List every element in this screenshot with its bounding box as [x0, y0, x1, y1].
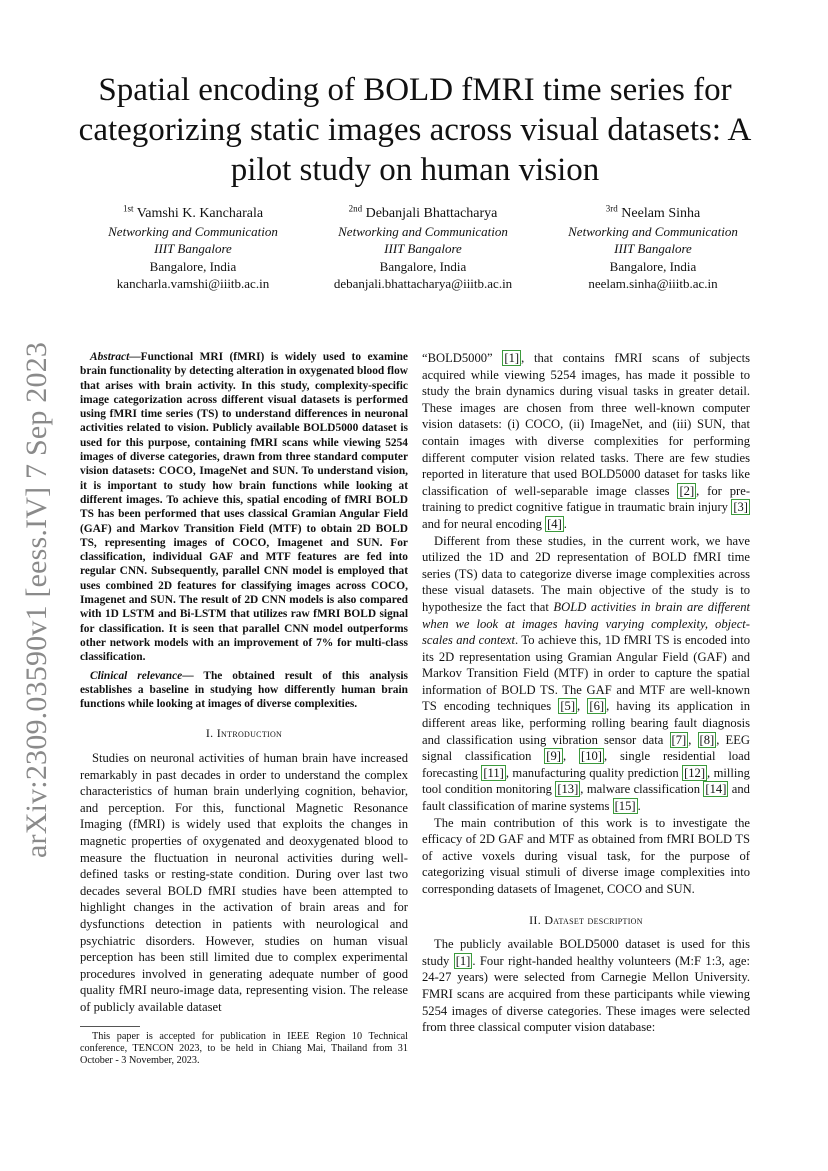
text-run: , having its application in different areas like, performing rolling bearing fault diagnosis and classification using vibration sensor data — [422, 699, 750, 747]
clinical-label: Clinical relevance — [90, 669, 183, 682]
author-name: Neelam Sinha — [621, 206, 701, 221]
text-run: , single residential load forecasting — [422, 749, 751, 780]
author-dept: Networking and Communication — [568, 223, 738, 239]
left-column — [80, 350, 408, 1068]
author-dept: Networking and Communication — [108, 223, 278, 239]
citation-link[interactable]: [1] — [504, 351, 520, 365]
author-ordinal: 3rd — [605, 203, 618, 214]
citation-link[interactable]: [15] — [614, 799, 636, 814]
text-run: . — [563, 516, 567, 531]
arxiv-stamp: arXiv:2309.03590v1 [eess.IV] 7 Sep 2023 — [20, 341, 53, 858]
author-ordinal: 1st — [122, 203, 134, 214]
citation-link[interactable]: [9] — [546, 749, 561, 764]
author-2 — [308, 205, 538, 293]
author-name: Debanjali Bhattacharya — [365, 206, 498, 221]
citation-link[interactable]: [5] — [560, 699, 576, 714]
text-run: , malware classification — [580, 782, 704, 797]
text-run: . — [637, 799, 641, 814]
section-heading-dataset: II. Dataset description — [529, 912, 643, 927]
author-inst: IIIT Bangalore — [384, 241, 462, 256]
author-location: Bangalore, India — [149, 258, 237, 274]
citation-link[interactable]: [13] — [557, 782, 579, 797]
author-email[interactable]: debanjali.bhattacharya@iiitb.ac.in — [333, 276, 513, 291]
citation-link[interactable]: [6] — [589, 699, 605, 714]
citation-link[interactable]: [10] — [581, 749, 602, 764]
footnote-divider — [80, 1026, 140, 1027]
citation-link[interactable]: [7] — [671, 732, 687, 747]
emphasis-text: BOLD activities in brain are different when we look at images having varying complexity, object-scales and context — [422, 599, 750, 648]
footnote: This paper is accepted for publication in IEEE Region 10 Technical conference, TENCON 2023, to be held in Chiang Mai, Thailand from 31 October - 3 November, 2023. — [80, 1030, 408, 1067]
right-paragraph-2: Different from these studies, in the current work, we have utilized the 1D and 2D representation of BOLD fMRI time series (TS) data to categorize diverse image complexities across these visual datasets. The main objective of the study is to hypothesize the fact that BOLD activities in brain are different when we look at images having varying complexity, object-scales and context. To achieve this, 1D fMRI TS is encoded into its 2D representation using Gramian Angular Field (GAF) and Markov Transition Field (MTF) in order to capture the spatial information of BOLD TS. The GAF and MTF are well-known TS encoding techniques [5] , [6] , having its application in different areas like, performing rolling bearing fault diagnosis and classification using vibration sensor data [7] , [8] , EEG signal classification [9] , [10] , single residential load forecasting [11] , manufacturing quality prediction [12] , milling tool condition monitoring [13] , malware classification [14] and fault classification of marine systems [15] . — [422, 533, 751, 814]
author-1 — [78, 205, 308, 293]
text-run: , milling tool condition monitoring — [422, 765, 750, 797]
text-run: , manufacturing quality prediction — [505, 765, 683, 780]
citation-link[interactable]: [3] — [733, 500, 748, 515]
text-run: , for pre-training to predict cognitive fatigue in traumatic brain injury — [422, 483, 751, 515]
author-email[interactable]: kancharla.vamshi@iiitb.ac.in — [116, 276, 270, 291]
text-run: The publicly available BOLD5000 dataset is used for this study — [422, 937, 750, 968]
text-run: Different from these studies, in the current work, we have utilized the 1D and 2D representation of BOLD fMRI time series (TS) data to categorize diverse image complexities across these visual datasets. The main objective of the study is to hypothesize the fact that — [422, 533, 750, 614]
author-location: Bangalore, India — [379, 258, 467, 274]
right-column — [422, 350, 750, 1036]
section-heading-introduction: I. Introduction — [205, 726, 283, 741]
citation-link[interactable]: [11] — [483, 765, 504, 780]
text-run: and fault classification of marine systems — [422, 782, 750, 814]
author-location: Bangalore, India — [609, 258, 697, 274]
author-inst: IIIT Bangalore — [614, 241, 692, 256]
abstract — [80, 350, 408, 665]
author-block — [78, 205, 768, 293]
author-inst: IIIT Bangalore — [154, 241, 232, 256]
clinical-text: — The obtained result of this analysis establishes a baseline in studying how differently human brain functions while looking at images of diverse complexities. — [80, 669, 408, 711]
text-run: . Four right-handed healthy volunteers (M:F 1:3, age: 24-27 years) were selected from Carnegie Mellon University. FMRI scans are acquired from these participants while viewing 5254 images of diverse categories. These images were selected from three classical computer vision database: — [422, 953, 750, 1035]
right-paragraph-4 — [422, 936, 750, 1036]
paper-title: Spatial encoding of BOLD fMRI time series for categorizing static images across visual datasets: A pilot study on human vision — [78, 72, 752, 188]
text-run: and for neural encoding — [422, 516, 546, 531]
citation-link[interactable]: [2] — [679, 483, 695, 498]
citation-link[interactable]: [8] — [699, 732, 715, 747]
clinical-relevance — [80, 669, 408, 712]
author-email[interactable]: neelam.sinha@iiitb.ac.in — [588, 276, 718, 291]
author-dept: Networking and Communication — [338, 223, 508, 239]
intro-paragraph: Studies on neuronal activities of human brain have increased remarkably in past decades in order to understand the complex characteristics of human brain underlying cognition, behavior, and perception. For this, functional Magnetic Resonance Imaging (fMRI) is widely used that exploits the changes in magnetic properties of oxygenated and deoxygenated blood to measure the fluctuation in neuronal activities during well-defined tasks or resting-state condition. During over last two decades several BOLD fMRI studies have been attempted to highlight changes in the activation of brain areas and for dysfunctions detection in patients with neurological and psychiatric disorders. However, studies on human visual perception has been still limited due to complex experimental procedures involved in generating adequate number of good quality fMRI neuro-image data, representing vision. The release of publicly available dataset — [80, 751, 408, 1014]
abstract-text: —Functional MRI (fMRI) is widely used to examine brain functionality by detecting alteration in oxygenated blood flow that arises with brain activity. In this study, complexity-specific image categorization across different visual datasets is performed using fMRI time series (TS) to understand differences in neuronal activities related to vision. Publicly available BOLD5000 dataset is used for this purpose, containing fMRI scans while viewing 5254 images of diverse categories, drawn from three standard computer vision datasets: COCO, ImageNet and SUN. To understand vision, it is important to study how brain functions while looking at different images. To achieve this, spatial encoding of fMRI BOLD TS has been performed that uses classical Gramian Angular Field (GAF) and Markov Transition Field (MTF) to obtain 2D BOLD TS, representing images of COCO, Imagenet and SUN. For classification, individual GAF and MTF features are fed into regular CNN. Subsequently, parallel CNN model is employed that uses combined 2D features for classifying images across COCO, Imagenet and SUN. The result of 2D CNN models is also compared with 1D LSTM and Bi-LSTM that utilizes raw fMRI BOLD signal for classification. It is seen that parallel CNN model outperforms other network models with an improvement of 7% for multi-class classification. — [80, 351, 408, 664]
author-3 — [538, 205, 768, 293]
text-run: . To achieve this, 1D fMRI TS is encoded into its 2D representation using Gramian Angular Field (GAF) and Markov Transition Field (MTF) in order to capture the spatial information of BOLD TS. The GAF and MTF are well-known TS encoding techniques — [422, 633, 750, 714]
citation-link[interactable]: [4] — [547, 516, 562, 531]
citation-link[interactable]: [14] — [705, 782, 727, 797]
text-run: , that contains fMRI scans of subjects acquired while viewing 5254 images, has made it possible to study the brain dynamics during visual tasks in greater detail. These images are chosen from three well-known computer vision datasets: (i) COCO, (ii) ImageNet, and (iii) SUN, that contain images with diverse complexities for performing different computer vision related tasks. There are few studies reported in literature that used BOLD5000 dataset for tasks like classification of well-separable image classes — [422, 351, 750, 498]
author-ordinal: 2nd — [348, 203, 363, 214]
right-paragraph-1 — [422, 350, 750, 533]
text-run: , EEG signal classification — [422, 732, 750, 764]
citation-link[interactable]: [1] — [455, 953, 471, 968]
text-run: “BOLD5000” — [422, 351, 503, 365]
abstract-label: Abstract — [90, 351, 130, 363]
author-name: Vamshi K. Kancharala — [136, 206, 264, 221]
right-paragraph-3: The main contribution of this work is to investigate the efficacy of 2D GAF and MTF as obtained from fMRI BOLD TS of active voxels during visual task, for the purpose of categorizing visual stimuli of diverse image complexities into corresponding datasets of Imagenet, COCO and SUN. — [422, 815, 750, 896]
citation-link[interactable]: [12] — [684, 765, 706, 780]
